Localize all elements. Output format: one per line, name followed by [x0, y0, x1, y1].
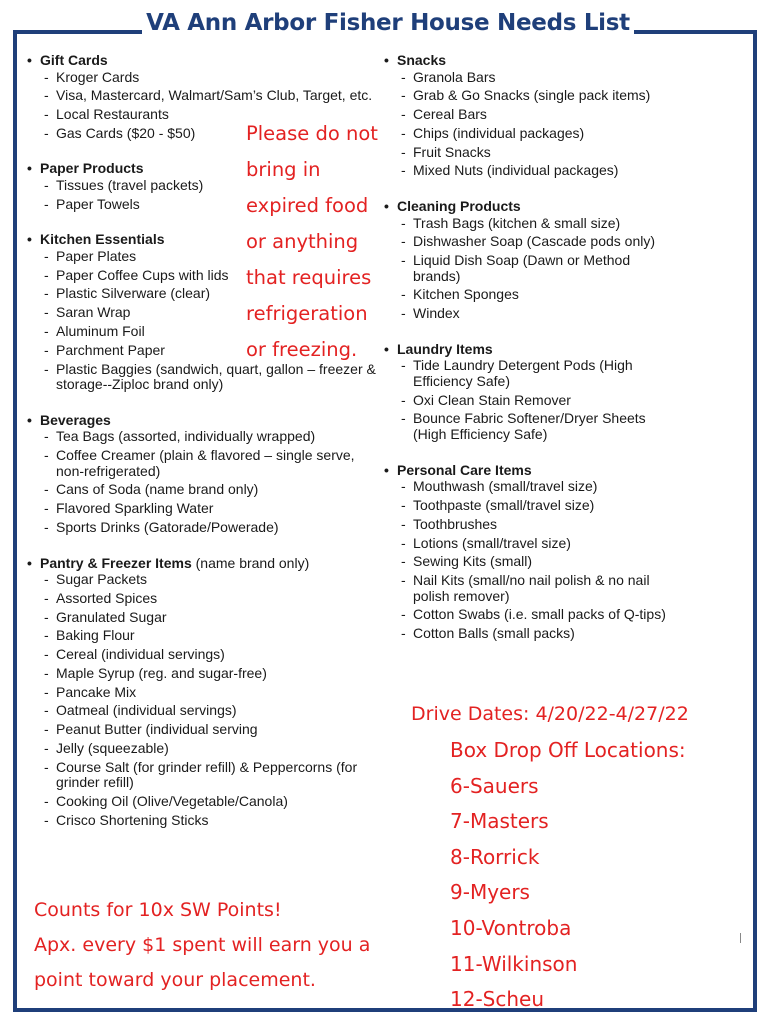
item-list [26, 429, 386, 535]
list-item: - Plastic Baggies (sandwich, quart, gallon – freezer & storage--Ziploc brand only) [26, 362, 386, 393]
list-item: - Sewing Kits (small) [383, 554, 673, 570]
category-title-text: Personal Care Items [397, 461, 532, 478]
list-item: - Aluminum Foil [26, 324, 386, 340]
list-item: - Granulated Sugar [26, 610, 386, 626]
text-line: 8-Rorrick [450, 844, 540, 869]
list-item: - Paper Plates [26, 249, 386, 265]
text-line: refrigeration [246, 302, 368, 325]
list-item: - Bounce Fabric Softener/Dryer Sheets (High Efficiency Safe) [383, 411, 673, 442]
list-item: - Nail Kits (small/no nail polish & no nail polish remover) [383, 573, 673, 604]
list-item: - Trash Bags (kitchen & small size) [383, 216, 673, 232]
category-title-text: Kitchen Essentials [40, 231, 165, 248]
list-item: - Coffee Creamer (plain & flavored – single serve, non-refrigerated) [26, 448, 386, 479]
list-item: - Cans of Soda (name brand only) [26, 482, 386, 498]
category-title-text: Snacks [397, 52, 447, 68]
list-item: - Jelly (squeezable) [26, 741, 386, 757]
page-title-wrap [0, 10, 776, 36]
list-item: - Oatmeal (individual servings) [26, 703, 386, 719]
category-title-text: Cleaning Products [397, 198, 521, 214]
list-item: - Saran Wrap [26, 305, 386, 321]
list-item: - Tissues (travel packets) [26, 178, 386, 194]
list-item: - Toothbrushes [383, 517, 673, 533]
list-item: - Tide Laundry Detergent Pods (High Efficiency Safe) [383, 358, 673, 389]
list-item: - Paper Coffee Cups with lids [26, 268, 386, 284]
category-note: (name brand only) [191, 554, 310, 571]
item-list [383, 358, 673, 442]
text-line: that requires [246, 266, 372, 289]
list-item: - Paper Towels [26, 197, 386, 213]
list-item: - Baking Flour [26, 628, 386, 644]
list-item: - Cooking Oil (Olive/Vegetable/Canola) [26, 794, 386, 810]
list-item: - Course Salt (for grinder refill) & Peppercorns (for grinder refill) [26, 760, 386, 791]
text-line: or freezing. [246, 338, 358, 361]
category-title-text: Pantry & Freezer Items [40, 554, 192, 571]
list-item: - Sports Drinks (Gatorade/Powerade) [26, 520, 386, 536]
category-section [26, 554, 386, 829]
text-line: 7-Masters [450, 809, 549, 834]
category-section [26, 411, 386, 536]
category-title [383, 51, 673, 70]
category-title [26, 411, 386, 430]
category-title-text: Beverages [40, 411, 111, 428]
list-item: - Tea Bags (assorted, individually wrapped) [26, 429, 386, 445]
category-title-text: Gift Cards [40, 52, 108, 68]
category-section [383, 197, 673, 322]
item-list [383, 479, 673, 642]
category-title [383, 461, 673, 480]
list-item: - Assorted Spices [26, 591, 386, 607]
list-item: - Pancake Mix [26, 685, 386, 701]
list-item: - Grab & Go Snacks (single pack items) [383, 88, 673, 104]
list-item: - Parchment Paper [26, 343, 386, 359]
list-item: - Cotton Swabs (i.e. small packs of Q-tips) [383, 607, 673, 623]
drop-off-locations [450, 733, 686, 1018]
list-item: - Kitchen Sponges [383, 287, 673, 303]
right-column [383, 48, 673, 645]
list-item: - Crisco Shortening Sticks [26, 813, 386, 829]
text-line: bring in [246, 158, 321, 181]
text-line: point toward your placement. [34, 969, 316, 991]
category-title-text: Laundry Items [397, 340, 493, 357]
text-line: 6-Sauers [450, 773, 539, 798]
list-item: - Chips (individual packages) [383, 126, 673, 142]
text-line: 10-Vontroba [450, 915, 572, 940]
list-item: - Mixed Nuts (individual packages) [383, 163, 673, 179]
list-item: - Granola Bars [383, 70, 673, 86]
list-item: - Toothpaste (small/travel size) [383, 498, 673, 514]
list-item: - Lotions (small/travel size) [383, 536, 673, 552]
category-title-text: Paper Products [40, 160, 144, 177]
list-item: - Kroger Cards [26, 70, 386, 86]
list-item: - Local Restaurants [26, 107, 386, 123]
list-item: - Dishwasher Soap (Cascade pods only) [383, 234, 673, 250]
item-list [383, 216, 673, 322]
divider-tick [740, 933, 741, 943]
list-item: - Plastic Silverware (clear) [26, 286, 386, 302]
text-line: 11-Wilkinson [450, 951, 578, 976]
list-item: - Liquid Dish Soap (Dawn or Method brands) [383, 253, 673, 284]
category-title [383, 340, 673, 359]
category-section [383, 340, 673, 443]
list-item: - Windex [383, 306, 673, 322]
list-item: - Peanut Butter (individual serving [26, 722, 386, 738]
text-line: expired food [246, 194, 369, 217]
list-item: - Fruit Snacks [383, 145, 673, 161]
list-item: - Mouthwash (small/travel size) [383, 479, 673, 495]
list-item: - Sugar Packets [26, 572, 386, 588]
category-section [383, 51, 673, 179]
page-title: VA Ann Arbor Fisher House Needs List [142, 10, 634, 36]
points-note [34, 893, 414, 998]
text-line: Apx. every $1 spent will earn you a [34, 934, 371, 956]
text-line: 9-Myers [450, 880, 530, 905]
drop-off-heading: Box Drop Off Locations: [450, 738, 686, 762]
list-item: - Flavored Sparkling Water [26, 501, 386, 517]
drive-dates: Drive Dates: 4/20/22-4/27/22 [411, 703, 689, 725]
list-item: - Maple Syrup (reg. and sugar-free) [26, 666, 386, 682]
text-line: Counts for 10x SW Points! [34, 899, 282, 921]
text-line: or anything [246, 230, 359, 253]
category-title [26, 554, 386, 573]
category-title [26, 51, 386, 70]
item-list [26, 572, 386, 829]
category-section [383, 461, 673, 642]
warning-note [246, 116, 406, 368]
list-item: - Cotton Balls (small packs) [383, 626, 673, 642]
text-line: 12-Scheu [450, 987, 545, 1012]
list-item: - Gas Cards ($20 - $50) [26, 126, 386, 142]
list-item: - Visa, Mastercard, Walmart/Sam’s Club, Target, etc. [26, 88, 386, 104]
item-list [383, 70, 673, 180]
list-item: - Cereal Bars [383, 107, 673, 123]
list-item: - Cereal (individual servings) [26, 647, 386, 663]
drop-off-list [450, 769, 686, 1018]
category-title [383, 197, 673, 216]
text-line: Please do not [246, 122, 378, 145]
list-item: - Oxi Clean Stain Remover [383, 393, 673, 409]
